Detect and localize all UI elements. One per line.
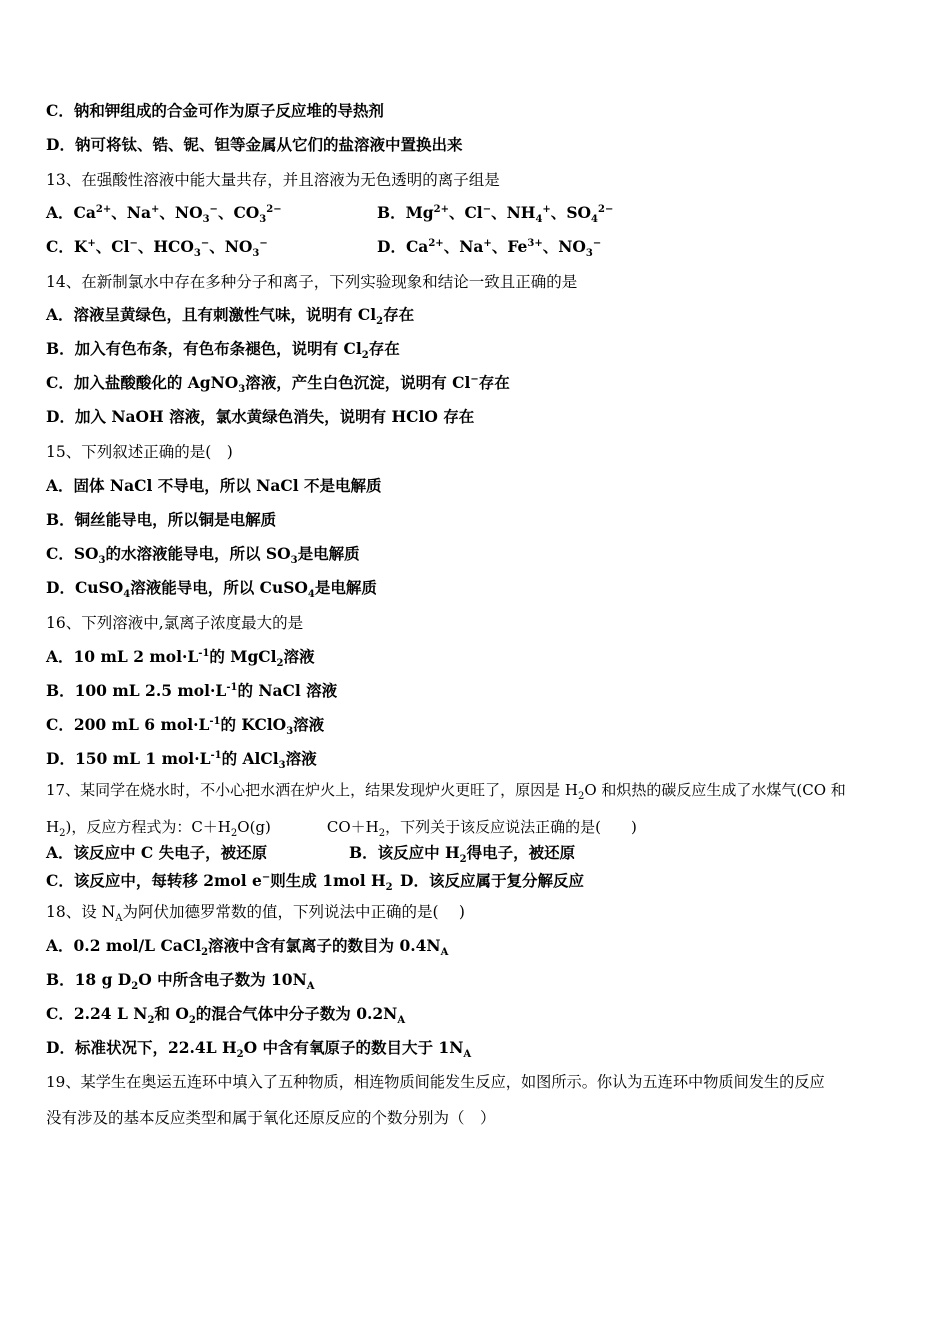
q17-stem-text: 17、某同学在烧水时，不小心把水洒在炉火上，结果发现炉火更旺了，原因是 H	[46, 781, 578, 799]
subscript: 2	[201, 947, 209, 959]
q18-option-a	[46, 936, 449, 959]
ion: $NO_3^-$	[174, 203, 218, 226]
q15-option-a	[46, 476, 381, 496]
subscript: 2	[385, 882, 393, 894]
q15-option-d-tail: 是电解质	[314, 578, 377, 597]
subscript: 2	[131, 981, 139, 993]
q17-stem-tail: O 和炽热的碳反应生成了水煤气(CO 和	[584, 781, 846, 799]
q17-option-b-text: B．该反应中 H	[349, 843, 460, 862]
option-label: C．	[46, 237, 74, 256]
q19-stem-line1	[46, 1072, 825, 1092]
ion: Cl−	[464, 203, 492, 222]
separator: 、	[209, 237, 225, 256]
q15-option-c-text: C．SO	[46, 544, 99, 563]
q13-option-d	[377, 237, 602, 260]
subscript: 2	[188, 1015, 196, 1027]
q18-stem	[46, 902, 465, 925]
q16-option-c-mid: 的 KClO	[220, 715, 287, 734]
superscript: -1	[209, 715, 221, 727]
q16-option-b	[46, 681, 337, 701]
superscript: -1	[226, 681, 238, 693]
q18-option-c	[46, 1004, 406, 1027]
q15-option-c	[46, 544, 360, 567]
q19-stem-text: 19、某学生在奥运五连环中填入了五种物质，相连物质间能发生反应，如图所示。你认为五连环中物质间发生的反应	[46, 1073, 825, 1091]
separator: 、	[137, 237, 154, 256]
q16-option-d-tail: 溶液	[285, 749, 317, 768]
option-label: A．	[46, 203, 74, 222]
q14-option-a	[46, 305, 415, 328]
subscript: 2	[459, 854, 467, 866]
q17-option-c-mid: 则生成 1mol H	[270, 871, 386, 890]
subscript: 2	[236, 1049, 244, 1061]
q18-option-d	[46, 1038, 472, 1061]
option-label: B．	[377, 203, 406, 222]
q16-stem	[46, 613, 303, 633]
q16-option-c-tail: 溶液	[293, 715, 325, 734]
subscript: A	[397, 1015, 406, 1027]
q16-option-c	[46, 715, 325, 738]
q18-option-b-text: B．18 g D	[46, 970, 132, 989]
q12-option-d-text: D．钠可将钛、锆、铌、钽等金属从它们的盐溶液中置换出来	[46, 135, 463, 154]
q17-option-c-text: C．该反应中，每转移 2mol e	[46, 871, 262, 890]
separator: 、	[111, 203, 127, 222]
q14-stem	[46, 272, 577, 292]
q18-option-c-mid: 和 O	[154, 1004, 189, 1023]
q13-option-c	[46, 237, 268, 260]
subscript: A	[115, 913, 123, 925]
subscript: 4	[307, 589, 315, 601]
q17-text-e: ，下列关于该反应说法正确的是( )	[385, 818, 637, 836]
ion: $Fe^{3+}$	[507, 237, 543, 256]
q18-stem-text: 18、设 N	[46, 903, 116, 921]
q17-option-b-tail: 得电子，被还原	[466, 843, 576, 862]
q18-option-b	[46, 970, 315, 993]
q17-option-c	[46, 871, 393, 894]
q17-option-d-text: D．该反应属于复分解反应	[400, 871, 584, 890]
ion: $SO_4^{2-}$	[566, 203, 614, 226]
q17-option-b	[349, 843, 576, 866]
separator: 、	[448, 203, 465, 222]
ion: Cl−	[111, 237, 138, 256]
q19-stem-line2	[46, 1108, 496, 1128]
subscript: 3	[290, 555, 298, 567]
subscript: 2	[378, 828, 386, 839]
q15-option-d-mid: 溶液能导电，所以 CuSO	[130, 578, 308, 597]
ion: $Mg^{2+}$	[405, 203, 449, 222]
q16-option-b-tail: 的 NaCl 溶液	[237, 681, 338, 700]
q15-option-c-mid: 的水溶液能导电，所以 SO	[105, 544, 291, 563]
q16-option-a-text: A．10 mL 2 mol·L	[46, 647, 199, 666]
q13-stem-text: 13、在强酸性溶液中能大量共存，并且溶液为无色透明的离子组是	[46, 171, 500, 189]
separator: 、	[95, 237, 112, 256]
separator: 、	[159, 203, 175, 222]
q17-stem-line2	[46, 817, 637, 837]
subscript: 3	[286, 726, 294, 738]
q17-stem-line1	[46, 780, 846, 800]
subscript: 2	[376, 316, 384, 328]
q14-option-c-text: C．加入盐酸酸化的 AgNO	[46, 373, 239, 392]
ion: K+	[73, 237, 96, 256]
q17-text-a: H	[46, 818, 60, 836]
separator: 、	[491, 237, 508, 256]
ion: $NO_3^-$	[224, 237, 268, 260]
separator: 、	[550, 203, 567, 222]
subscript: 2	[361, 350, 369, 362]
subscript: 3	[278, 760, 286, 772]
q16-option-b-text: B．100 mL 2.5 mol·L	[46, 681, 227, 700]
subscript: 4	[123, 589, 131, 601]
q17-option-a	[46, 843, 267, 863]
q18-option-c-text: C．2.24 L N	[46, 1004, 148, 1023]
ion: $NH_4^+$	[506, 203, 551, 226]
q17-option-d	[400, 871, 584, 891]
subscript: A	[306, 981, 315, 993]
q14-option-a-text: A．溶液呈黄绿色，且有刺激性气味，说明有 Cl	[46, 305, 377, 324]
q18-option-d-text: D．标准状况下，22.4L H	[46, 1038, 237, 1057]
q17-text-c: O(g)	[237, 818, 271, 836]
subscript: 2	[577, 791, 585, 802]
subscript: 2	[147, 1015, 155, 1027]
q15-stem-text: 15、下列叙述正确的是( )	[46, 443, 233, 461]
q14-option-b-text: B．加入有色布条，有色布条褪色，说明有 Cl	[46, 339, 362, 358]
ion: $NO_3^-$	[558, 237, 602, 260]
q12-option-c-text: C．钠和钾组成的合金可作为原子反应堆的导热剂	[46, 101, 384, 120]
subscript: 3	[238, 384, 246, 396]
q17-text-d: CO＋H	[326, 818, 379, 836]
q14-option-b-tail: 存在	[368, 339, 400, 358]
q18-option-a-mid: 溶液中含有氯离子的数目为 0.4N	[208, 936, 441, 955]
ion: $HCO_3^-$	[153, 237, 210, 260]
q18-stem-tail: 为阿伏加德罗常数的值，下列说法中正确的是( )	[122, 903, 465, 921]
q14-option-d-text: D．加入 NaOH 溶液，氯水黄绿色消失，说明有 HClO 存在	[46, 407, 475, 426]
subscript: 2	[230, 828, 238, 839]
q16-option-a	[46, 647, 315, 670]
q14-option-c-tail: 存在	[478, 373, 510, 392]
q15-option-b-text: B．铜丝能导电，所以铜是电解质	[46, 510, 277, 529]
separator: 、	[443, 237, 460, 256]
q12-option-c	[46, 101, 384, 121]
ion: $Ca^{2+}$	[405, 237, 444, 256]
q18-option-d-mid: O 中含有氧原子的数目大于 1N	[243, 1038, 464, 1057]
subscript: 2	[59, 828, 66, 839]
q13-option-a	[46, 203, 282, 226]
q16-option-d-text: D．150 mL 1 mol·L	[46, 749, 211, 768]
ion: Na+	[459, 237, 492, 256]
q18-option-b-mid: O 中所含电子数为 10N	[138, 970, 307, 989]
subscript: A	[463, 1049, 472, 1061]
q19-stem-tail: 没有涉及的基本反应类型和属于氧化还原反应的个数分别为（ ）	[46, 1109, 496, 1127]
subscript: 3	[98, 555, 106, 567]
q16-stem-text: 16、下列溶液中,氯离子浓度最大的是	[46, 614, 304, 632]
superscript: −	[261, 871, 271, 883]
q13-option-b	[377, 203, 614, 226]
superscript: -1	[210, 749, 222, 761]
q15-option-c-tail: 是电解质	[297, 544, 360, 563]
q18-option-a-text: A．0.2 mol/L CaCl	[46, 936, 202, 955]
q16-option-c-text: C．200 mL 6 mol·L	[46, 715, 210, 734]
q16-option-d	[46, 749, 317, 772]
subscript: A	[440, 947, 449, 959]
separator: 、	[491, 203, 507, 222]
q14-option-c	[46, 373, 510, 396]
q16-option-a-mid: 的 MgCl	[209, 647, 277, 666]
q14-option-b	[46, 339, 400, 362]
ion: Na+	[126, 203, 160, 222]
q16-option-a-tail: 溶液	[283, 647, 315, 666]
q15-stem	[46, 442, 233, 462]
q15-option-a-text: A．固体 NaCl 不导电，所以 NaCl 不是电解质	[46, 476, 382, 495]
q14-option-a-tail: 存在	[383, 305, 415, 324]
q14-stem-text: 14、在新制氯水中存在多种分子和离子，下列实验现象和结论一致且正确的是	[46, 273, 578, 291]
q18-option-c-mid2: 的混合气体中分子数为 0.2N	[195, 1004, 398, 1023]
q17-option-a-text: A．该反应中 C 失电子，被还原	[46, 843, 268, 862]
q13-stem	[46, 170, 500, 190]
superscript: −	[470, 373, 479, 385]
q15-option-d-text: D．CuSO	[46, 578, 124, 597]
separator: 、	[542, 237, 559, 256]
option-label: D．	[377, 237, 406, 256]
subscript: 2	[276, 658, 284, 670]
q15-option-b	[46, 510, 276, 530]
q14-option-c-mid: 溶液，产生白色沉淀，说明有 Cl	[245, 373, 471, 392]
q14-option-d	[46, 407, 474, 427]
superscript: -1	[198, 647, 210, 659]
q12-option-d	[46, 135, 462, 155]
q15-option-d	[46, 578, 377, 601]
separator: 、	[217, 203, 234, 222]
q17-text-b: )，反应方程式为：C＋H	[65, 818, 231, 836]
ion: $Ca^{2+}$	[73, 203, 112, 222]
q16-option-d-mid: 的 AlCl	[221, 749, 279, 768]
ion: $CO_3^{2-}$	[233, 203, 282, 226]
